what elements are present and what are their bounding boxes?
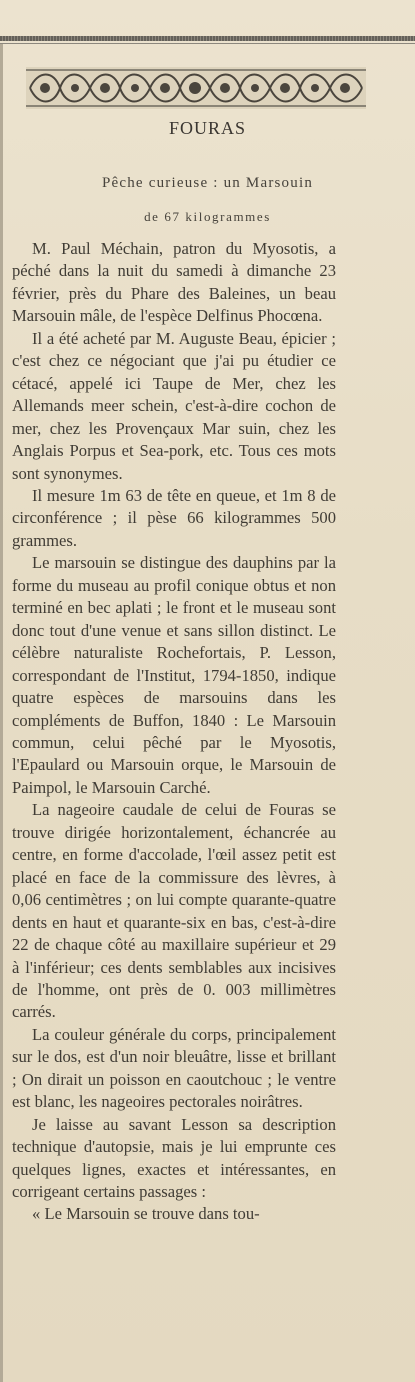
paragraph-5: La nageoire caudale de celui de Fouras se trouve dirigée horizontalement, échancrée au centre, en forme d'accolade, l'œil assez petit est placé en face de la commissure des lèvres, à 0,06 centimètres ; on lui compte quarante-quatre dents en haut et quarante-six en bas, c'est-à-dire 22 de chaque côté au maxillaire supérieur et 29 à l'inférieur; ces dents semblables aux incisives de l'homme, ont près de 0. 003 millimètres carrés. bbox=[12, 800, 336, 1022]
column-border bbox=[0, 44, 3, 1382]
headline-line-1: Pêche curieuse : un Marsouin bbox=[101, 175, 314, 191]
paragraph-4: Le marsouin se distingue des dauphins par la forme du museau au profil conique obtus et non terminé en bec aplati ; le front et le museau sont donc tout d'une venue et sans sillon distinct. Le célèbre naturaliste Rochefortais, P. Lesson, correspondant de l'Institut, 1794-1850, indique quatre espèces de marsouins dans les compléments de Buffon, 1840 : Le Marsouin commun, celui pêché par le Myosotis, l'Epaulard ou Marsouin orque, le Marsouin de Paimpol, le Marsouin Carché. bbox=[12, 553, 336, 797]
ornamental-header-band bbox=[26, 66, 366, 110]
headline-line-2: de 67 kilogrammes bbox=[144, 209, 271, 224]
paragraph-1: M. Paul Méchain, patron du Myosotis, a péché dans la nuit du samedi à dimanche 23 février, près du Phare des Baleines, un beau Marsouin mâle, de l'espèce Delfinus Phocœna. bbox=[12, 239, 336, 326]
paragraph-7: Je laisse au savant Lesson sa description technique d'autopsie, mais je lui emprunte ces quelques lignes, exactes et intéressantes, en corrigeant certains passages : bbox=[12, 1114, 336, 1202]
top-rule-thin bbox=[0, 43, 415, 44]
paragraph-3: Il mesure 1m 63 de tête en queue, et 1m 8 de circonférence ; il pèse 66 kilogrammes 500 grammes. bbox=[12, 485, 336, 550]
top-rule bbox=[0, 36, 415, 41]
paragraph-2: Il a été acheté par M. Auguste Beau, épicier ; c'est chez ce négociant que j'ai pu étudier ce cétacé, appelé ici Taupe de Mer, chez les Allemands meer schein, c'est-à-dire cochon de mer, chez les Provençaux Mar suin, chez les Anglais Porpus et Sea-pork, etc. Tous ces mots sont synonymes. bbox=[12, 328, 336, 483]
paragraph-6: La couleur générale du corps, principalement sur le dos, est d'un noir bleuâtre, lisse et brillant ; On dirait un poisson en caoutchouc ; le ventre est blanc, les nageoires pectorales noirâtres. bbox=[12, 1024, 336, 1112]
section-title: FOURAS bbox=[168, 118, 247, 138]
article-body bbox=[12, 238, 336, 1226]
paragraph-8: « Le Marsouin se trouve dans tou- bbox=[32, 1204, 260, 1224]
